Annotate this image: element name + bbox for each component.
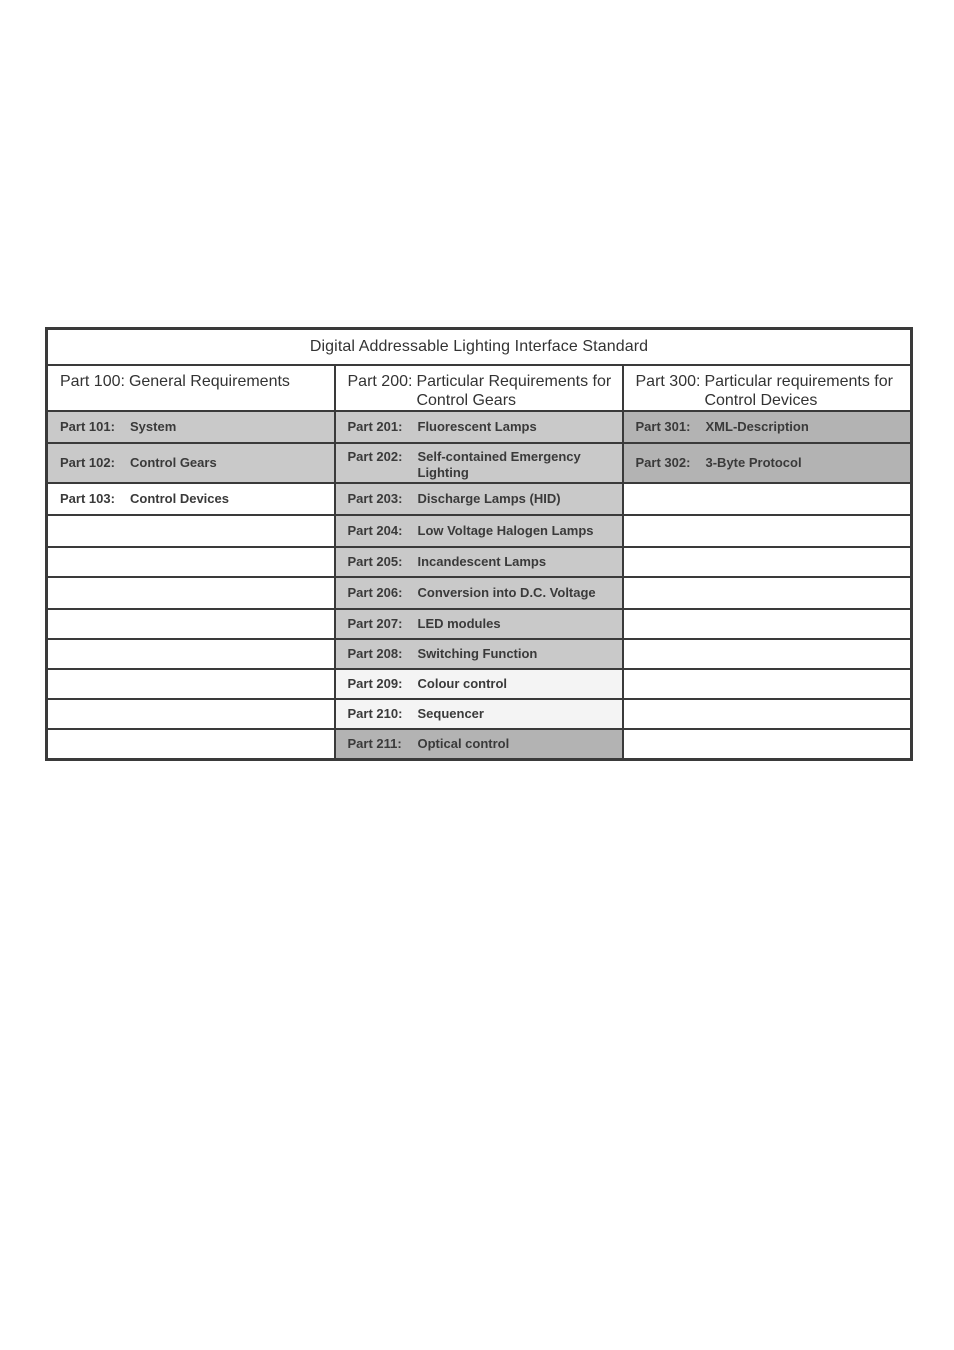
- cell-part-204: [335, 515, 623, 547]
- cell-part-207: [335, 609, 623, 639]
- part-name: Control Devices: [130, 491, 229, 506]
- cell-part-301: [623, 411, 912, 443]
- table-row: [47, 411, 912, 443]
- part-number: Part 101:: [60, 419, 115, 434]
- table-row: [47, 729, 912, 760]
- part-name: 3-Byte Protocol: [705, 455, 802, 470]
- part-number: Part 210:: [347, 706, 403, 721]
- table-row: [47, 639, 912, 669]
- empty-cell: [47, 639, 335, 669]
- table-row: [47, 699, 912, 729]
- empty-cell: [47, 577, 335, 609]
- cell-part-211: [335, 729, 623, 760]
- cell-part-201: [335, 411, 623, 443]
- empty-cell: [623, 577, 912, 609]
- part-number: Part 301:: [635, 419, 691, 434]
- part-number: Part 302:: [635, 455, 691, 470]
- part-number: Part 102:: [60, 455, 115, 470]
- cell-part-210: [335, 699, 623, 729]
- header-number: Part 300:: [635, 373, 701, 390]
- part-name: XML-Description: [705, 419, 809, 434]
- empty-cell: [47, 515, 335, 547]
- empty-cell: [47, 699, 335, 729]
- header-part-300: [623, 365, 912, 411]
- cell-part-208: [335, 639, 623, 669]
- part-name: Discharge Lamps (HID): [417, 491, 561, 506]
- empty-cell: [47, 547, 335, 577]
- cell-part-205: [335, 547, 623, 577]
- dali-standard-table: [45, 327, 913, 761]
- header-part-100: [47, 365, 335, 411]
- part-number: Part 203:: [347, 491, 403, 506]
- part-name: Incandescent Lamps: [417, 554, 547, 569]
- header-number: Part 200:: [347, 373, 413, 390]
- part-name: Sequencer: [417, 706, 484, 721]
- part-name: System: [130, 419, 177, 434]
- part-name: Fluorescent Lamps: [417, 419, 537, 434]
- empty-cell: [623, 609, 912, 639]
- cell-part-101: [47, 411, 335, 443]
- part-number: Part 206:: [347, 585, 403, 600]
- part-number: Part 202:: [347, 449, 403, 464]
- part-name: Control Gears: [130, 455, 217, 470]
- empty-cell: [623, 729, 912, 760]
- part-number: Part 211:: [347, 736, 402, 751]
- cell-part-302: [623, 443, 912, 483]
- header-text: Particular requirements for Control Devices: [704, 373, 893, 409]
- part-name: Low Voltage Halogen Lamps: [417, 523, 594, 538]
- header-text: Particular Requirements for Control Gears: [416, 373, 612, 409]
- part-number: Part 209:: [347, 676, 403, 691]
- header-number: Part 100:: [60, 373, 125, 390]
- part-name: LED modules: [417, 616, 501, 631]
- cell-part-203: [335, 483, 623, 515]
- empty-cell: [623, 639, 912, 669]
- empty-cell: [623, 515, 912, 547]
- part-number: Part 205:: [347, 554, 403, 569]
- empty-cell: [47, 609, 335, 639]
- empty-cell: [47, 669, 335, 699]
- table-row: [47, 669, 912, 699]
- part-number: Part 201:: [347, 419, 403, 434]
- cell-part-102: [47, 443, 335, 483]
- table-row: [47, 577, 912, 609]
- empty-cell: [623, 547, 912, 577]
- part-number: Part 103:: [60, 491, 115, 506]
- cell-part-209: [335, 669, 623, 699]
- table-row: [47, 483, 912, 515]
- table-row: [47, 547, 912, 577]
- empty-cell: [623, 483, 912, 515]
- part-name: Switching Function: [417, 646, 538, 661]
- cell-part-202: [335, 443, 623, 483]
- table-row: [47, 515, 912, 547]
- part-number: Part 204:: [347, 523, 403, 538]
- part-name: Optical control: [417, 736, 510, 751]
- table-title: Digital Addressable Lighting Interface Standard: [47, 329, 912, 366]
- cell-part-103: [47, 483, 335, 515]
- table-row: [47, 609, 912, 639]
- empty-cell: [623, 699, 912, 729]
- cell-part-206: [335, 577, 623, 609]
- table-row: [47, 443, 912, 483]
- part-name: Colour control: [417, 676, 508, 691]
- header-part-200: [335, 365, 623, 411]
- empty-cell: [47, 729, 335, 760]
- part-name: Self-contained Emergency Lighting: [417, 449, 581, 480]
- part-number: Part 208:: [347, 646, 403, 661]
- part-number: Part 207:: [347, 616, 403, 631]
- part-name: Conversion into D.C. Voltage: [417, 585, 596, 600]
- header-text: General Requirements: [128, 373, 290, 390]
- empty-cell: [623, 669, 912, 699]
